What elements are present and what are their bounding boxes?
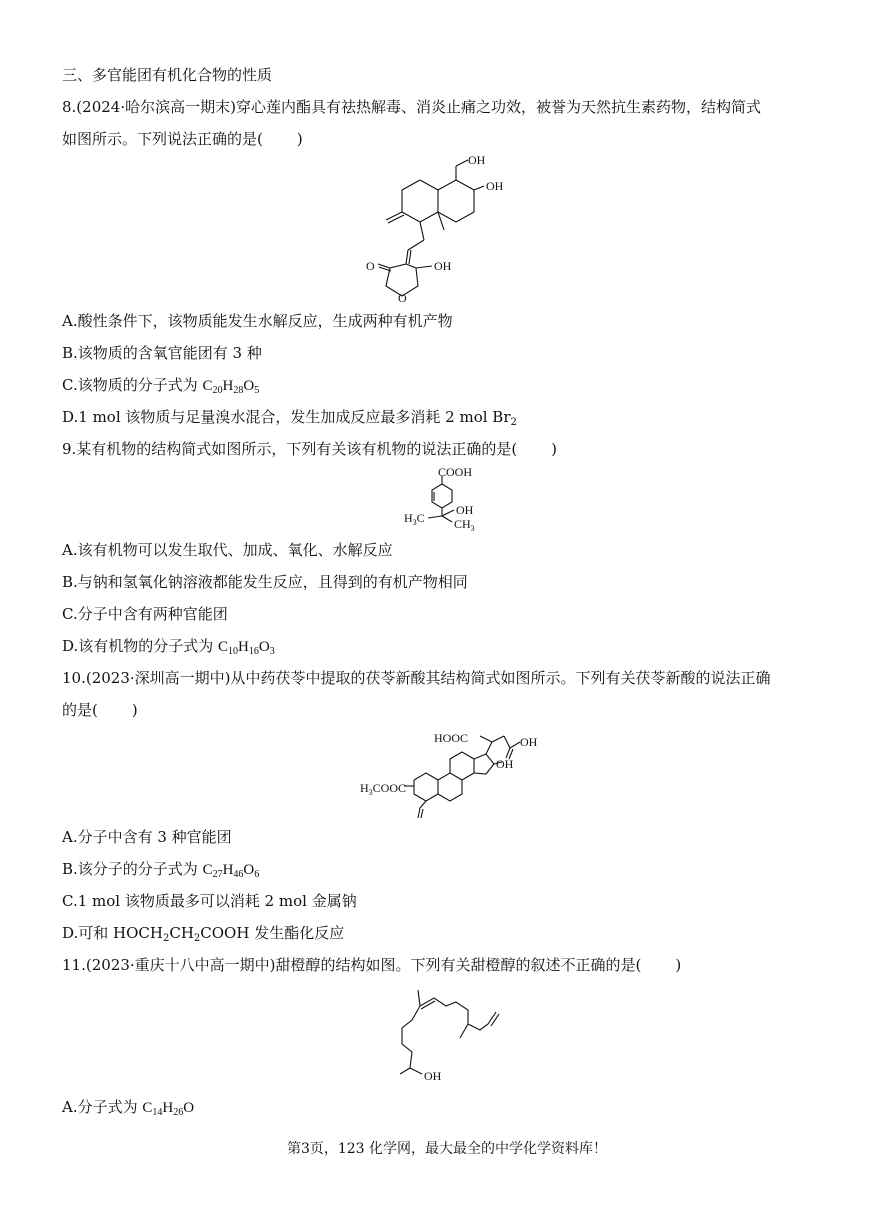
q8-option-d xyxy=(62,406,517,428)
q10-option-b-formula: $C_{27}H_{46}O_6$ xyxy=(202,862,260,880)
q9-label-h3c: $H_3C$ xyxy=(404,511,425,527)
q11-option-a-formula: $C_{14}H_{26}O$ xyxy=(142,1100,195,1118)
q10-option-a: A.分子中含有 3 种官能团 xyxy=(62,828,232,846)
q10-option-c: C.1 mol 该物质最多可以消耗 2 mol 金属钠 xyxy=(62,892,357,910)
q9-option-d-formula: $C_{10}H_{16}O_3$ xyxy=(218,639,275,657)
q10-close-paren: ) xyxy=(131,701,138,719)
q9-stem-text: 9.某有机物的结构简式如图所示，下列有关该有机物的说法正确的是( xyxy=(62,440,518,458)
q8-option-d-text: D.1 mol 该物质与足量溴水混合，发生加成反应最多消耗 2 mol Br xyxy=(62,408,511,426)
q8-option-b: B.该物质的含氧官能团有 3 种 xyxy=(62,344,262,362)
q11-close-paren: ) xyxy=(675,956,682,974)
q10-stem-line1: 10.(2023·深圳高一期中)从中药茯苓中提取的茯苓新酸其结构简式如图所示。下列有关茯苓新酸的说法正确 xyxy=(62,669,771,687)
q10-stem-text: 的是( xyxy=(62,701,98,719)
q9-option-b: B.与钠和氢氧化钠溶液都能发生反应，且得到的有机产物相同 xyxy=(62,573,468,591)
q11-label-oh: OH xyxy=(424,1069,442,1083)
q10-structure xyxy=(356,728,546,818)
q11-structure xyxy=(390,984,520,1088)
q10-label-h3cooc: $H_3COOC$ xyxy=(360,781,407,797)
section-title: 三、多官能团有机化合物的性质 xyxy=(62,66,273,84)
q10-label-oh-ring: OH xyxy=(496,757,514,771)
q11-stem-text: 11.(2023·重庆十八中高一期中)甜橙醇的结构如图。下列有关甜橙醇的叙述不正确的是( xyxy=(62,956,642,974)
q8-close-paren: ) xyxy=(296,130,303,148)
q11-option-a xyxy=(62,1096,194,1119)
q8-structure xyxy=(360,152,540,304)
q9-label-ch3: $CH_3$ xyxy=(454,517,475,533)
q8-label-oh-lactone: OH xyxy=(434,259,452,273)
q8-option-a: A.酸性条件下，该物质能发生水解反应，生成两种有机产物 xyxy=(62,312,453,330)
q10-option-b xyxy=(62,858,259,881)
q8-stem-line2 xyxy=(62,128,303,150)
q9-label-cooh: COOH xyxy=(438,466,473,479)
q10-stem-line2 xyxy=(62,699,138,721)
q8-label-o-ring: O xyxy=(398,291,407,304)
page-footer: 第3页，123 化学网，最大最全的中学化学资料库！ xyxy=(286,1141,608,1157)
q8-stem-line1: 8.(2024·哈尔滨高一期末)穿心莲内酯具有祛热解毒、消炎止痛之功效，被誉为天然抗生素药物，结构简式 xyxy=(62,98,761,116)
q10-option-d-text: D.可和 HOCH xyxy=(62,924,163,942)
q8-label-oh-right: OH xyxy=(486,179,504,193)
q11-option-a-text: A.分子式为 xyxy=(62,1098,143,1116)
q8-stem-text: 如图所示。下列说法正确的是( xyxy=(62,130,263,148)
q10-label-hooc: HOOC xyxy=(434,731,469,745)
q9-option-a: A.该有机物可以发生取代、加成、氧化、水解反应 xyxy=(62,541,393,559)
q8-option-c-formula: $C_{20}H_{28}O_5$ xyxy=(202,378,260,396)
q9-option-d xyxy=(62,635,275,658)
q11-stem xyxy=(62,954,681,976)
q8-option-c xyxy=(62,374,259,397)
q8-option-c-text: C.该物质的分子式为 xyxy=(62,376,203,394)
q9-label-oh: OH xyxy=(456,503,474,517)
q9-option-c: C.分子中含有两种官能团 xyxy=(62,605,228,623)
q9-option-d-text: D.该有机物的分子式为 xyxy=(62,637,219,655)
q8-option-d-sub: 2 xyxy=(510,417,517,428)
q10-option-d: D.可和 $HOCH_2CH_2COOH$ 发生酯化反应 xyxy=(62,924,345,944)
q9-structure xyxy=(400,466,500,534)
q8-label-o-carbonyl: O xyxy=(366,259,375,273)
q10-option-b-text: B.该分子的分子式为 xyxy=(62,860,203,878)
q9-stem xyxy=(62,438,557,460)
q10-label-oh-acid: OH xyxy=(520,735,538,749)
q9-close-paren: ) xyxy=(551,440,558,458)
q8-label-oh-top: OH xyxy=(468,153,486,167)
